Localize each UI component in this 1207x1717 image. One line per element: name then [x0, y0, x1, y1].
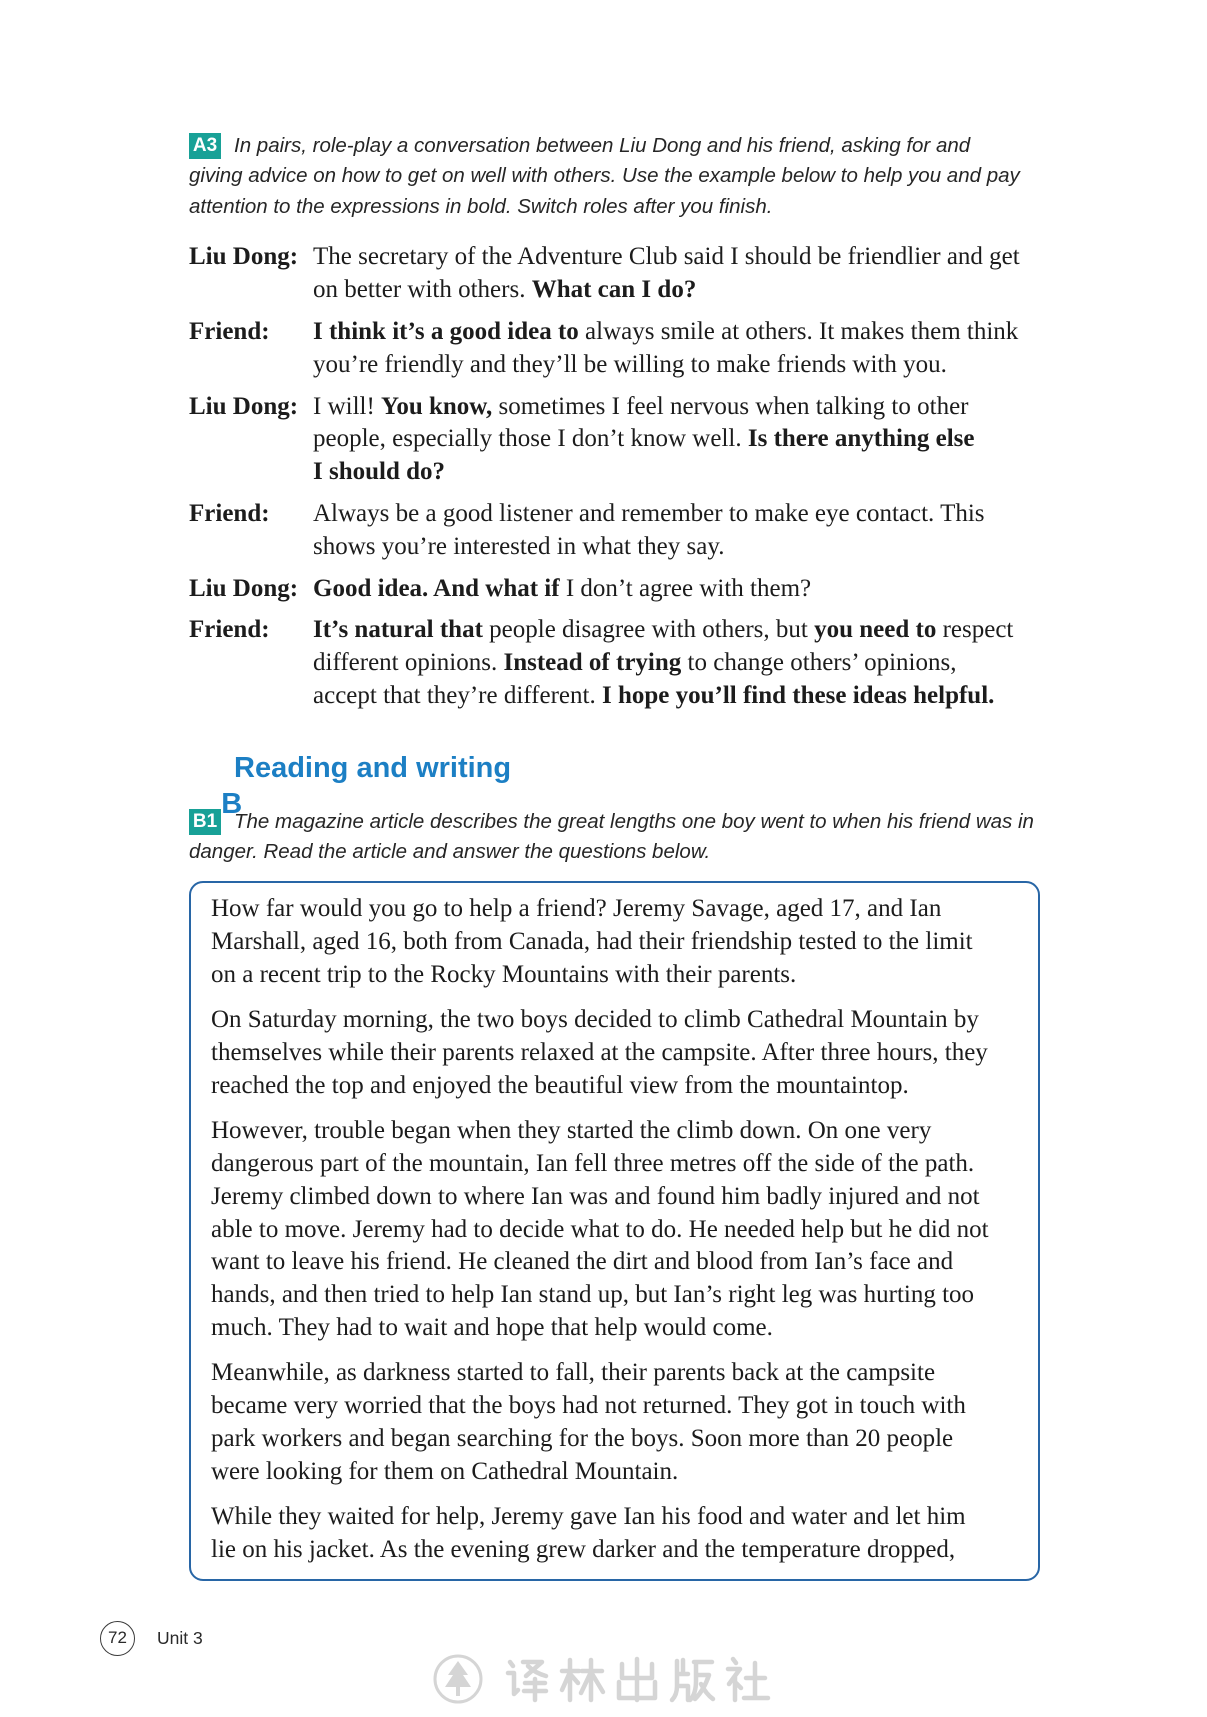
- instruction-line: giving advice on how to get on well with others. Use the example below to help you and pay: [189, 164, 1020, 188]
- utterance-line: [313, 456, 974, 489]
- watermark-character: [508, 1662, 546, 1700]
- utterance: [313, 316, 1018, 382]
- utterance-line: [313, 274, 1020, 307]
- bold-expression: you need to: [814, 616, 937, 644]
- instruction-line: attention to the expressions in bold. Switch roles after you finish.: [189, 194, 773, 218]
- article-line: hands, and then tried to help Ian stand up, but Ian’s right leg was hurting too: [211, 1281, 975, 1309]
- bold-expression: Good idea. And what if: [313, 574, 560, 602]
- utterance-line: [313, 680, 1013, 713]
- utterance-text: Always be a good listener and remember to make eye contact. This: [313, 500, 985, 528]
- speaker-name: Friend:: [189, 317, 270, 345]
- article-paragraph: [211, 1004, 1031, 1103]
- unit-label: Unit 3: [157, 1628, 203, 1648]
- watermark-character: [728, 1659, 768, 1700]
- bold-expression: I should do?: [313, 458, 446, 486]
- instruction-line: danger. Read the article and answer the questions below.: [189, 840, 711, 864]
- article-line: much. They had to wait and hope that help would come.: [211, 1314, 773, 1342]
- article-line: dangerous part of the mountain, Ian fell three metres off the side of the path.: [211, 1149, 975, 1177]
- article-line: became very worried that the boys had not returned. They got in touch with: [211, 1392, 966, 1420]
- article-paragraph: [211, 1357, 1031, 1489]
- dialogue-row: [189, 316, 1069, 382]
- utterance-text: people, especially those I don’t know well.: [313, 425, 748, 453]
- speaker-name: Friend:: [189, 616, 270, 644]
- article-line: lie on his jacket. As the evening grew darker and the temperature dropped,: [211, 1535, 956, 1563]
- utterance: [313, 391, 974, 490]
- utterance-text: different opinions.: [313, 649, 504, 677]
- dialogue-row: [189, 391, 1069, 490]
- task-label-b1: B1: [189, 809, 221, 835]
- bold-expression: I think it’s a good idea to: [313, 317, 579, 345]
- utterance-text: you’re friendly and they’ll be willing to make friends with you.: [313, 350, 947, 378]
- instruction-line: In pairs, role-play a conversation between Liu Dong and his friend, asking for and: [234, 133, 971, 157]
- dialogue-row: [189, 614, 1069, 713]
- dialogue: [189, 241, 1069, 721]
- utterance: [313, 498, 985, 564]
- utterance-line: [313, 647, 1013, 680]
- article-line: were looking for them on Cathedral Mountain.: [211, 1457, 679, 1485]
- utterance-line: [313, 498, 985, 531]
- article-paragraph: [211, 1501, 1031, 1567]
- utterance-text: on better with others.: [313, 276, 532, 304]
- speaker-name: Liu Dong:: [189, 392, 299, 420]
- b1-instructions: [189, 807, 1034, 868]
- magazine-article: [211, 893, 1031, 1578]
- article-paragraph: [211, 1115, 1031, 1345]
- dialogue-row: [189, 241, 1069, 307]
- utterance-text: to change others’ opinions,: [681, 649, 957, 677]
- speaker-name: Friend:: [189, 500, 270, 528]
- utterance-text: accept that they’re different.: [313, 682, 602, 710]
- article-line: reached the top and enjoyed the beautiful view from the mountaintop.: [211, 1071, 909, 1099]
- article-line: want to leave his friend. He cleaned the dirt and blood from Ian’s face and: [211, 1248, 954, 1276]
- utterance-line: [313, 241, 1020, 274]
- bold-expression: Instead of trying: [503, 649, 682, 677]
- bold-expression: You know,: [381, 392, 493, 420]
- utterance-text: I don’t agree with them?: [559, 574, 812, 602]
- utterance-text: people disagree with others, but: [482, 616, 815, 644]
- section-letter: B: [221, 788, 243, 820]
- article-line: On Saturday morning, the two boys decided to climb Cathedral Mountain by: [211, 1006, 979, 1034]
- utterance-line: [313, 316, 1018, 349]
- bold-expression: I hope you’ll find these ideas helpful.: [601, 682, 995, 710]
- speaker-name: Liu Dong:: [189, 243, 299, 271]
- section-title: Reading and writing: [234, 752, 512, 784]
- article-paragraph: [211, 893, 1031, 992]
- utterance-text: sometimes I feel nervous when talking to other: [492, 392, 969, 420]
- utterance-line: [313, 391, 974, 424]
- article-line: Jeremy climbed down to where Ian was and found him badly injured and not: [211, 1182, 980, 1210]
- article-line: How far would you go to help a friend? Jeremy Savage, aged 17, and Ian: [211, 895, 942, 923]
- utterance-text: shows you’re interested in what they say.: [313, 532, 725, 560]
- instruction-line: The magazine article describes the great lengths one boy went to when his friend was in: [234, 809, 1034, 833]
- utterance-text: I will!: [313, 392, 382, 420]
- page-number: 72: [100, 1621, 135, 1656]
- watermark-character: [619, 1659, 655, 1700]
- utterance-line: [313, 573, 811, 606]
- utterance-line: [313, 531, 985, 564]
- utterance-line: [313, 423, 974, 456]
- utterance: [313, 573, 811, 606]
- section-heading: [189, 750, 689, 820]
- publisher-logo-icon: [435, 1656, 481, 1702]
- utterance-text: respect: [936, 616, 1014, 644]
- article-line: able to move. Jeremy had to decide what to do. He needed help but he did not: [211, 1215, 989, 1243]
- utterance: [313, 614, 1013, 713]
- dialogue-row: [189, 573, 1069, 606]
- speaker-name: Liu Dong:: [189, 574, 299, 602]
- publisher-watermark: [430, 1652, 786, 1706]
- utterance-text: always smile at others. It makes them think: [578, 317, 1019, 345]
- article-line: park workers and began searching for the boys. Soon more than 20 people: [211, 1424, 954, 1452]
- dialogue-row: [189, 498, 1069, 564]
- bold-expression: What can I do?: [531, 276, 697, 304]
- article-line: themselves while their parents relaxed at the campsite. After three hours, they: [211, 1038, 988, 1066]
- watermark-character: [562, 1660, 603, 1700]
- utterance: [313, 241, 1020, 307]
- utterance-line: [313, 614, 1013, 647]
- a3-instructions: [189, 131, 1020, 223]
- article-line: Meanwhile, as darkness started to fall, their parents back at the campsite: [211, 1359, 936, 1387]
- article-line: on a recent trip to the Rocky Mountains with their parents.: [211, 961, 797, 989]
- utterance-text: The secretary of the Adventure Club said I should be friendlier and get: [313, 243, 1020, 271]
- article-line: While they waited for help, Jeremy gave Ian his food and water and let him: [211, 1502, 966, 1530]
- bold-expression: Is there anything else: [747, 425, 975, 453]
- task-label-a3: A3: [189, 133, 221, 159]
- utterance-line: [313, 349, 1018, 382]
- article-line: However, trouble began when they started the climb down. On one very: [211, 1116, 932, 1144]
- bold-expression: It’s natural that: [313, 616, 483, 644]
- watermark-character: [672, 1660, 713, 1700]
- article-line: Marshall, aged 16, both from Canada, had their friendship tested to the limit: [211, 928, 973, 956]
